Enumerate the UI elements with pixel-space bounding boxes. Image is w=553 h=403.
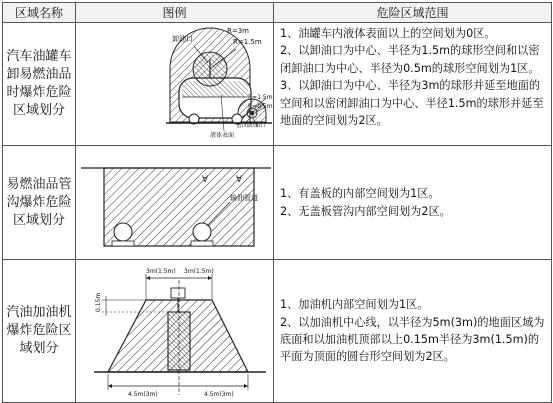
tanker-unloading-diagram <box>76 23 274 145</box>
r15-label: R=1.5m <box>233 38 262 46</box>
pipe-trench-diagram <box>76 146 274 259</box>
table-row <box>3 260 552 403</box>
pipe-right <box>193 223 211 241</box>
figure-cell <box>76 23 274 146</box>
range-item: 2、以卸油口为中心、半径为1.5m的球形空间和以密闭卸油口为中心、半径为0.5m的球形空间划为1区。 <box>280 44 540 75</box>
outlet-label: 卸油口 <box>172 35 193 43</box>
header-zone-name: 区域名称 <box>3 3 76 23</box>
range-cell <box>274 23 552 146</box>
pipe-label: 输油管道 <box>230 194 258 202</box>
header-row <box>3 3 552 23</box>
zone-name-cell: 汽车油罐车卸易燃油品时爆炸危险区域划分 <box>3 23 76 146</box>
table-row <box>3 23 552 146</box>
surface-label: 液体表面 <box>210 132 235 139</box>
header-figure: 图例 <box>76 3 274 23</box>
hazard-zone-table <box>2 2 552 403</box>
sealed-outlet-label: 密闭卸油口 <box>236 122 267 129</box>
table-row <box>3 146 552 260</box>
svg-text:∀: ∀ <box>202 175 209 185</box>
figure-cell <box>76 260 274 403</box>
zone0-liquid <box>182 81 248 97</box>
r3-label: R=3m <box>227 27 250 35</box>
range-cell <box>274 260 552 403</box>
zone-name-cell: 易燃油品管沟爆炸危险区域划分 <box>3 146 76 260</box>
range-item: 1、油罐车内液体表面以上的空间划为0区。 <box>280 27 496 40</box>
range-item: 1、有盖板的内部空间划为1区。 <box>280 187 440 201</box>
range-item: 2、无盖板管沟内部空间划为2区。 <box>280 204 451 218</box>
height-dim: 0.15m <box>95 292 102 312</box>
top-right-dim: 3m(1.5m) <box>184 268 214 275</box>
range-cell <box>274 146 552 260</box>
zone-name-cell: 汽油加油机爆炸危险区域划分 <box>3 260 76 403</box>
bottom-left-dim: 4.5m(3m) <box>128 391 158 398</box>
fuel-dispenser-diagram <box>76 260 274 402</box>
range-item: 3、以卸油口为中心、半径为3m的球形并延至地面的空间和以密闭卸油口为中心、半径1.5m的球形并延至地面的空间划为2区。 <box>280 79 544 128</box>
svg-text:∀: ∀ <box>236 175 243 185</box>
figure-cell <box>76 146 274 260</box>
r05-label: R=0.5m <box>248 103 273 110</box>
top-left-dim: 3m(1.5m) <box>146 268 176 275</box>
range-item: 2、以加油机中心线，以半径为5m(3m)的地面区域为底面和以加油机顶部以上0.15m半径为3m(1.5m)的平面为顶面的圆台形空间划为2区。 <box>280 315 545 364</box>
range-item: 1、加油机内部空间划为1区。 <box>280 298 429 312</box>
pipe-left <box>114 223 132 241</box>
bottom-right-dim: 4.5m(3m) <box>204 391 234 398</box>
header-range: 危险区域范围 <box>274 3 552 23</box>
r15b-label: R=1.5m <box>248 94 273 101</box>
